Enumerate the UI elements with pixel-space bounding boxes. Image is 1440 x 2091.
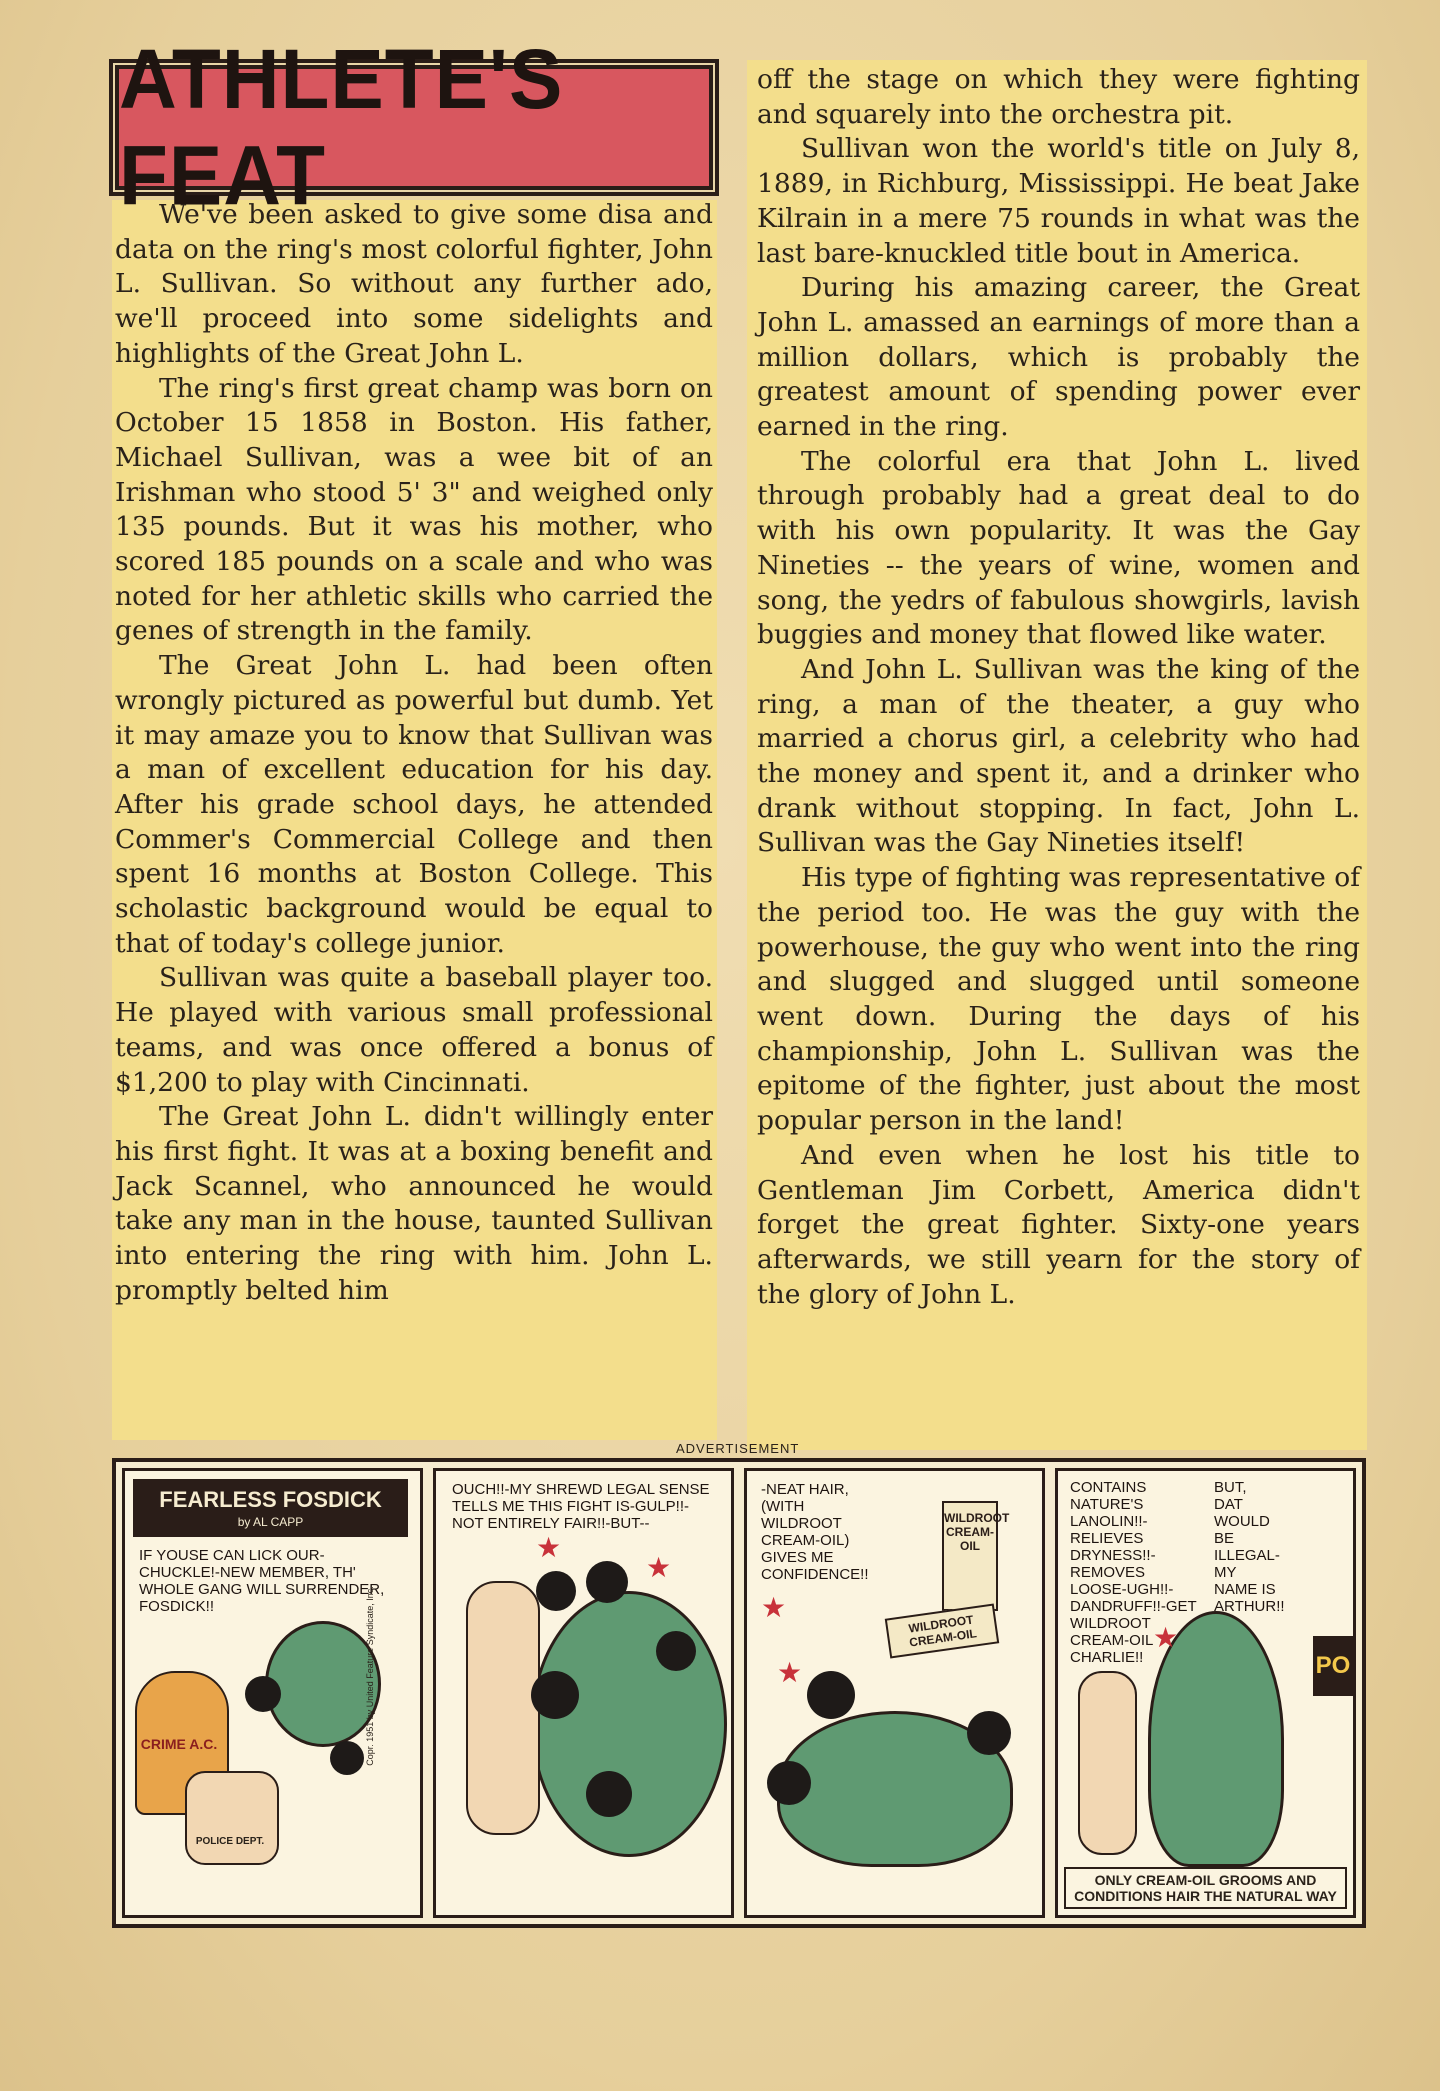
boxing-glove xyxy=(245,1676,281,1712)
comic-byline: by AL CAPP xyxy=(237,1515,304,1529)
left-column xyxy=(115,198,713,1309)
comic-panel-1 xyxy=(122,1468,423,1918)
impact-star-icon: ★ xyxy=(777,1656,803,1689)
impact-star-icon: ★ xyxy=(1153,1621,1179,1654)
boxer-figure xyxy=(185,1771,279,1865)
wildroot-comic-ad xyxy=(112,1458,1366,1928)
panel2-speech-bubble: OUCH!!-MY SHREWD LEGAL SENSE TELLS ME THIS FIGHT IS-GULP!!-NOT ENTIRELY FAIR!!-BUT-- xyxy=(452,1481,710,1532)
article-paragraph: Sullivan won the world's title on July 8, 1889, in Richburg, Mississippi. He beat Jake Kilrain in a mere 75 rounds in what was the last bare-knuckled title bout in America. xyxy=(757,133,1360,269)
fosdick-figure xyxy=(1078,1671,1137,1855)
sign-board: PO xyxy=(1313,1636,1353,1696)
wildroot-tube: WILDROOT CREAM-OIL xyxy=(885,1604,999,1659)
copyright-notice: Copr. 1951 by United Feature Syndicate, Inc. xyxy=(365,1586,376,1766)
article-paragraph: We've been asked to give some disa and data on the ring's most colorful fighter, John L. Sullivan. So without any further ado, we'll proceed into some sidelights and highlights of the Great John L. xyxy=(115,199,713,369)
impact-star-icon: ★ xyxy=(646,1551,672,1584)
article-paragraph: The ring's first great champ was born on October 15 1858 in Boston. His father, Michael Sullivan, was a wee bit of an Irishman who stood 5' 3" and weighed only 135 pounds. But it was his mother, who scored 185 pounds on a scale and who was noted for her athletic skills who carried the genes of strength in the family. xyxy=(115,372,713,647)
boxer-trunks-label: POLICE DEPT. xyxy=(195,1836,265,1847)
impact-star-icon: ★ xyxy=(761,1591,787,1624)
panel3-speech-bubble: -NEAT HAIR, (WITH WILDROOT CREAM-OIL) GIVES ME CONFIDENCE!! xyxy=(761,1481,869,1583)
article-title: ATHLETE'S FEAT xyxy=(119,31,564,222)
wildroot-bottle: WILDROOT CREAM-OIL xyxy=(942,1501,998,1611)
boxing-glove xyxy=(586,1561,628,1603)
boxing-glove xyxy=(536,1571,576,1611)
article-paragraph: The Great John L. had been often wrongly pictured as powerful but dumb. Yet it may amaze you to know that Sullivan was a man of excellent education for his day. After his grade school days, he attended Commer's Commercial College and then spent 16 months at Boston College. This scholastic background would be equal to that of today's college junior. xyxy=(115,650,713,959)
fosdick-figure xyxy=(466,1581,540,1835)
boxing-glove xyxy=(330,1741,364,1775)
article-paragraph: His type of fighting was representative of the period too. He was the guy with the powerhouse, the guy who went into the ring and slugged and slugged until someone went down. During the days of his championship, John L. Sullivan was the epitome of the fighter, just about the most popular person in the land! xyxy=(757,862,1360,1137)
boxing-glove xyxy=(531,1671,579,1719)
article-paragraph: off the stage on which they were fighting and squarely into the orchestra pit. xyxy=(757,64,1360,130)
boxing-glove xyxy=(967,1711,1011,1755)
boxing-glove xyxy=(807,1671,855,1719)
boxing-glove xyxy=(767,1761,811,1805)
article-paragraph: And even when he lost his title to Gentleman Jim Corbett, America didn't forget the great fighter. Sixty-one years afterwards, we still yearn for the story of the glory of John L. xyxy=(757,1139,1360,1310)
article-paragraph: During his amazing career, the Great John L. amassed an earnings of more than a million dollars, which is probably the greatest amount of spending power ever earned in the ring. xyxy=(757,272,1360,443)
comic-panel-4 xyxy=(1055,1468,1356,1918)
boxing-glove xyxy=(586,1771,632,1817)
comic-strip-title xyxy=(133,1479,408,1537)
panel4-speech-bubble-left: CONTAINS NATURE'S LANOLIN!!-RELIEVES DRYNESS!!-REMOVES LOOSE-UGH!!-DANDRUFF!!-GET WILDROOT CREAM-OIL CHARLIE!! xyxy=(1070,1479,1197,1666)
panel1-speech-bubble: IF YOUSE CAN LICK OUR-CHUCKLE!-NEW MEMBER, TH' WHOLE GANG WILL SURRENDER, FOSDICK!! xyxy=(139,1547,385,1615)
advertisement-label: ADVERTISEMENT xyxy=(676,1441,800,1456)
impact-star-icon: ★ xyxy=(536,1531,562,1564)
comic-title-text: FEARLESS FOSDICK xyxy=(159,1487,382,1512)
boxing-glove xyxy=(656,1631,696,1671)
article-paragraph: The Great John L. didn't willingly enter his first fight. It was at a boxing benefit and Jack Scannel, who announced he would take any man in the house, taunted Sullivan into entering the ring with him. John L. promptly belted him xyxy=(115,1101,713,1306)
octopus-figure xyxy=(531,1591,727,1857)
article-paragraph: Sullivan was quite a baseball player too. He played with various small professional teams, and was once offered a bonus of $1,200 to play with Cincinnati. xyxy=(115,962,713,1098)
article-title-box xyxy=(115,31,713,222)
comic-panel-2 xyxy=(433,1468,734,1918)
octopus-figure xyxy=(265,1621,381,1747)
article-paragraph: And John L. Sullivan was the king of the ring, a man of the theater, a guy who married a chorus girl, a celebrity who had the money and spent it, and a drinker who drank without stopping. In fact, John L. Sullivan was the Gay Nineties itself! xyxy=(757,653,1360,859)
gangster-shirt-label: CRIME A.C. xyxy=(140,1736,218,1752)
right-column xyxy=(757,63,1360,1312)
comic-panel-3 xyxy=(744,1468,1045,1918)
article-paragraph: The colorful era that John L. lived through probably had a great deal to do with his own popularity. It was the Gay Nineties -- the years of wine, women and song, the yedrs of fabulous showgirls, lavish buggies and money that flowed like water. xyxy=(757,445,1360,651)
panel4-speech-bubble-right: BUT, DAT WOULD BE ILLEGAL-MY NAME IS ARTHUR!! xyxy=(1214,1479,1285,1615)
panel4-caption: ONLY CREAM-OIL GROOMS AND CONDITIONS HAIR THE NATURAL WAY xyxy=(1064,1867,1347,1909)
